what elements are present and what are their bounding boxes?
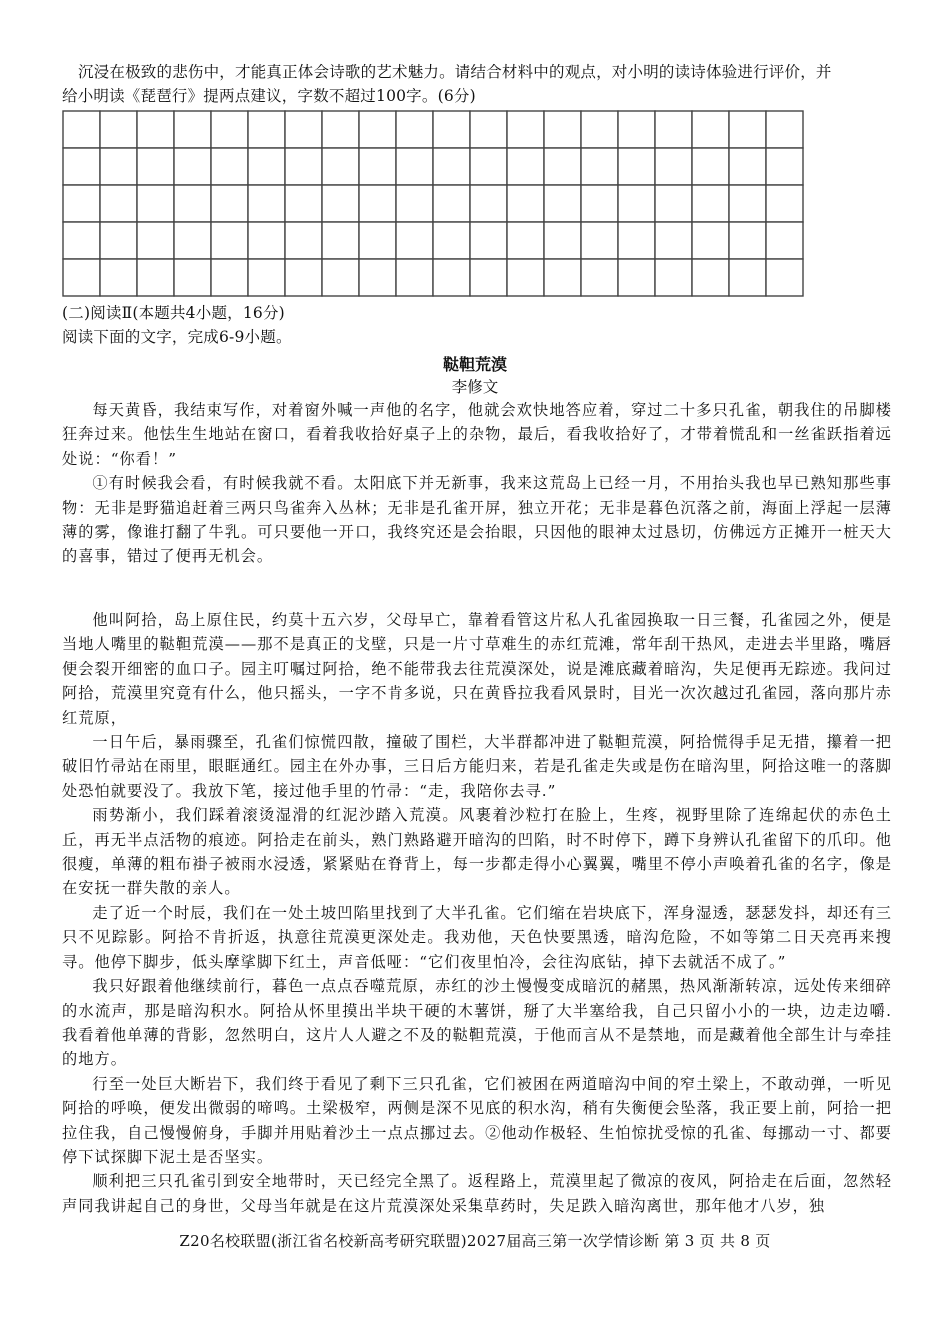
answer-grid-cell[interactable] xyxy=(211,259,248,296)
article-body-part-2 xyxy=(62,608,892,1218)
answer-grid-cell[interactable] xyxy=(618,222,655,259)
answer-grid-cell[interactable] xyxy=(581,222,618,259)
answer-grid-cell[interactable] xyxy=(766,185,803,222)
answer-grid-cell[interactable] xyxy=(174,111,211,148)
answer-grid-cell[interactable] xyxy=(211,111,248,148)
answer-grid-cell[interactable] xyxy=(285,222,322,259)
article-author: 李修文 xyxy=(451,378,499,396)
answer-grid-cell[interactable] xyxy=(544,222,581,259)
answer-grid-cell[interactable] xyxy=(248,259,285,296)
answer-grid-cell[interactable] xyxy=(433,111,470,148)
answer-grid-cell[interactable] xyxy=(433,259,470,296)
answer-grid-cell[interactable] xyxy=(433,185,470,222)
answer-grid-cell[interactable] xyxy=(655,148,692,185)
answer-grid-cell[interactable] xyxy=(174,185,211,222)
answer-grid-cell[interactable] xyxy=(396,148,433,185)
answer-grid-cell[interactable] xyxy=(322,185,359,222)
answer-grid-cell[interactable] xyxy=(100,148,137,185)
answer-grid-cell[interactable] xyxy=(285,259,322,296)
answer-grid-cell[interactable] xyxy=(285,111,322,148)
answer-grid-cell[interactable] xyxy=(470,111,507,148)
answer-grid-cell[interactable] xyxy=(211,148,248,185)
answer-grid-cell[interactable] xyxy=(137,185,174,222)
answer-grid-cell[interactable] xyxy=(433,148,470,185)
answer-grid-cell[interactable] xyxy=(618,259,655,296)
answer-grid-cell[interactable] xyxy=(581,111,618,148)
article-paragraph: 行至一处巨大断岩下，我们终于看见了剩下三只孔雀，它们被困在两道暗沟中间的窄土梁上，不敢动弹，一听见阿拾的呼唤，便发出微弱的啼鸣。土梁极窄，两侧是深不见底的积水沟，稍有失衡便会坠落，我正要上前，阿拾一把拉住我，自己慢慢俯身，手脚并用贴着沙土一点点挪过去。②他动作极轻、生怕惊扰受惊的孔雀、每挪动一寸、都要停下试探脚下泥土是否坚实。 xyxy=(62,1074,892,1166)
answer-grid-cell[interactable] xyxy=(766,259,803,296)
answer-grid-cell[interactable] xyxy=(248,185,285,222)
article-paragraph: 顺利把三只孔雀引到安全地带时，天已经完全黑了。返程路上，荒漠里起了微凉的夜风，阿拾走在后面，忽然轻声同我讲起自己的身世，父母当年就是在这片荒漠深处采集草药时，失足跌入暗沟离世，那年他才八岁，独 xyxy=(62,1172,892,1215)
article-paragraph: ①有时候我会看，有时候我就不看。太阳底下并无新事，我来这荒岛上已经一月，不用抬头我也早已熟知那些事物：无非是野猫追赶着三两只鸟雀奔入丛林；无非是孔雀开屏，独立开花；无非是暮色沉落之前，海面上浮起一层薄薄的雾，像谁打翻了牛乳。可只要他一开口，我终究还是会抬眼，只因他的眼神太过恳切，仿佛远方正摊开一桩天大的喜事，错过了便再无机会。 xyxy=(62,474,892,566)
answer-grid-cell[interactable] xyxy=(211,222,248,259)
answer-grid-cell[interactable] xyxy=(63,148,100,185)
answer-grid-cell[interactable] xyxy=(692,259,729,296)
answer-grid-cell[interactable] xyxy=(359,111,396,148)
article-paragraph: 走了近一个时辰，我们在一处土坡凹陷里找到了大半孔雀。它们缩在岩块底下，浑身湿透，瑟瑟发抖，却还有三只不见踪影。阿拾不肯折返，执意往荒漠更深处走。我劝他，天色快要黑透，暗沟危险，不如等第二日天亮再来搜寻。他停下脚步，低头摩挲脚下红土，声音低哑：“它们夜里怕冷，会往沟底钻，掉下去就活不成了。” xyxy=(62,903,892,971)
article-paragraph: 一日午后，暴雨骤至，孔雀们惊慌四散，撞破了围栏，大半群都冲进了鞑靼荒漠，阿拾慌得手足无措，攥着一把破旧竹帚站在雨里，眼眶通红。园主在外办事，三日后方能归来，若是孔雀走失或是伤在暗沟里，阿拾这唯一的落脚处恐怕就要没了。我放下笔，接过他手里的竹帚：“走，我陪你去寻.” xyxy=(62,733,892,800)
answer-grid-cell[interactable] xyxy=(729,185,766,222)
answer-grid-cell[interactable] xyxy=(692,185,729,222)
answer-grid-cell[interactable] xyxy=(729,222,766,259)
answer-grid-cell[interactable] xyxy=(470,222,507,259)
answer-grid[interactable] xyxy=(62,110,804,297)
answer-grid-cell[interactable] xyxy=(470,259,507,296)
answer-grid-cell[interactable] xyxy=(692,222,729,259)
answer-grid-cell[interactable] xyxy=(137,111,174,148)
answer-grid-cell[interactable] xyxy=(100,111,137,148)
answer-grid-cell[interactable] xyxy=(655,222,692,259)
answer-grid-cell[interactable] xyxy=(655,259,692,296)
answer-grid-cell[interactable] xyxy=(100,259,137,296)
answer-grid-cell[interactable] xyxy=(507,185,544,222)
answer-grid-cell[interactable] xyxy=(137,222,174,259)
answer-grid-cell[interactable] xyxy=(618,185,655,222)
answer-grid-cell[interactable] xyxy=(766,148,803,185)
answer-grid-cell[interactable] xyxy=(766,222,803,259)
answer-grid-cell[interactable] xyxy=(766,111,803,148)
answer-grid-cell[interactable] xyxy=(729,259,766,296)
article-title: 鞑靼荒漠 xyxy=(442,355,507,374)
answer-grid-cell[interactable] xyxy=(285,148,322,185)
page-footer: Z20名校联盟(浙江省名校新高考研究联盟)2027届高三第一次学情诊断 第 3 页 共 8 页 xyxy=(179,1232,771,1250)
answer-grid-cell[interactable] xyxy=(137,259,174,296)
answer-grid-cell[interactable] xyxy=(322,222,359,259)
article-paragraph: 我只好跟着他继续前行，暮色一点点吞噬荒原，赤红的沙土慢慢变成暗沉的赭黑，热风渐渐转凉，远处传来细碎的水流声，那是暗沟积水。阿拾从怀里摸出半块干硬的木薯饼，掰了大半塞给我，自己只留小小的一块，边走边嚼.我看着他单薄的背影，忽然明白，这片人人避之不及的鞑靼荒漠，于他而言从不是禁地，而是藏着他全部生计与牵挂的地方。 xyxy=(62,977,892,1069)
answer-grid-cell[interactable] xyxy=(692,148,729,185)
answer-grid-cell[interactable] xyxy=(544,185,581,222)
section-heading: (二)阅读Ⅱ(本题共4小题，16分) xyxy=(62,304,285,322)
section-instruction: 阅读下面的文字，完成6-9小题。 xyxy=(62,328,292,346)
answer-grid-cell[interactable] xyxy=(507,111,544,148)
answer-grid-cell[interactable] xyxy=(507,148,544,185)
answer-grid-cell[interactable] xyxy=(359,185,396,222)
answer-grid-cell[interactable] xyxy=(396,111,433,148)
answer-grid-cell[interactable] xyxy=(581,185,618,222)
answer-grid-cell[interactable] xyxy=(137,148,174,185)
answer-grid-cell[interactable] xyxy=(322,148,359,185)
answer-grid-cell[interactable] xyxy=(544,111,581,148)
answer-grid-cell[interactable] xyxy=(470,185,507,222)
answer-grid-cell[interactable] xyxy=(729,148,766,185)
answer-grid-cell[interactable] xyxy=(396,259,433,296)
answer-grid-cell[interactable] xyxy=(285,185,322,222)
answer-grid-cell[interactable] xyxy=(322,111,359,148)
question-text-line-1: 沉浸在极致的悲伤中，才能真正体会诗歌的艺术魅力。请结合材料中的观点，对小明的读诗体验进行评价，并 xyxy=(78,63,832,81)
answer-grid-cell[interactable] xyxy=(507,222,544,259)
answer-grid-cell[interactable] xyxy=(248,111,285,148)
answer-grid-cell[interactable] xyxy=(655,111,692,148)
answer-grid-cell[interactable] xyxy=(470,148,507,185)
answer-grid-cell[interactable] xyxy=(581,148,618,185)
answer-grid-cell[interactable] xyxy=(618,111,655,148)
answer-grid-cell[interactable] xyxy=(359,148,396,185)
article-paragraph: 他叫阿拾，岛上原住民，约莫十五六岁，父母早亡，靠着看管这片私人孔雀园换取一日三餐，孔雀园之外，便是当地人嘴里的鞑靼荒漠——那不是真正的戈壁，只是一片寸草难生的赤红荒滩，常年刮干热风，走进去半里路，嘴唇便会裂开细密的血口子。园主叮嘱过阿拾，绝不能带我去往荒漠深处，说是滩底藏着暗沟，失足便再无踪迹。我问过阿拾，荒漠里究竟有什么，他只摇头，一字不肯多说，只在黄昏拉我看风景时，目光一次次越过孔雀园，落向那片赤红荒原， xyxy=(62,611,892,727)
answer-grid-cell[interactable] xyxy=(63,185,100,222)
article-paragraph: 雨势渐小，我们踩着滚烫湿滑的红泥沙踏入荒漠。风裹着沙粒打在脸上，生疼，视野里除了连绵起伏的赤色土丘，再无半点活物的痕迹。阿拾走在前头，熟门熟路避开暗沟的凹陷，时不时停下，蹲下身辨认孔雀留下的爪印。他很瘦，单薄的粗布褂子被雨水浸透，紧紧贴在脊背上，每一步都走得小心翼翼，嘴里不停小声唤着孔雀的名字，像是在安抚一群失散的亲人。 xyxy=(62,806,892,898)
answer-grid-cell[interactable] xyxy=(729,111,766,148)
answer-grid-cell[interactable] xyxy=(100,185,137,222)
answer-grid-cell[interactable] xyxy=(63,259,100,296)
answer-grid-cell[interactable] xyxy=(359,222,396,259)
answer-grid-cell[interactable] xyxy=(174,259,211,296)
answer-grid-cell[interactable] xyxy=(433,222,470,259)
article-body-part-1 xyxy=(62,398,892,569)
answer-grid-cell[interactable] xyxy=(211,185,248,222)
answer-grid-cell[interactable] xyxy=(174,148,211,185)
answer-grid-cell[interactable] xyxy=(396,185,433,222)
answer-grid-cell[interactable] xyxy=(63,222,100,259)
answer-grid-cell[interactable] xyxy=(248,148,285,185)
answer-grid-cell[interactable] xyxy=(359,259,396,296)
answer-grid-cell[interactable] xyxy=(396,222,433,259)
answer-grid-cell[interactable] xyxy=(655,185,692,222)
question-text-line-2: 给小明读《琵琶行》提两点建议，字数不超过100字。(6分) xyxy=(62,87,476,105)
answer-grid-cell[interactable] xyxy=(63,111,100,148)
answer-grid-cell[interactable] xyxy=(544,148,581,185)
article-paragraph: 每天黄昏，我结束写作，对着窗外喊一声他的名字，他就会欢快地答应着，穿过二十多只孔雀，朝我住的吊脚楼狂奔过来。他怯生生地站在窗口，看着我收拾好桌子上的杂物，最后，看我收拾好了，才带着慌乱和一丝雀跃指着远处说：“你看！” xyxy=(62,401,892,468)
answer-grid-cell[interactable] xyxy=(544,259,581,296)
answer-grid-cell[interactable] xyxy=(581,259,618,296)
answer-grid-cell[interactable] xyxy=(100,222,137,259)
answer-grid-cell[interactable] xyxy=(507,259,544,296)
answer-grid-cell[interactable] xyxy=(692,111,729,148)
answer-grid-cell[interactable] xyxy=(174,222,211,259)
answer-grid-cell[interactable] xyxy=(618,148,655,185)
answer-grid-cell[interactable] xyxy=(248,222,285,259)
answer-grid-cell[interactable] xyxy=(322,259,359,296)
